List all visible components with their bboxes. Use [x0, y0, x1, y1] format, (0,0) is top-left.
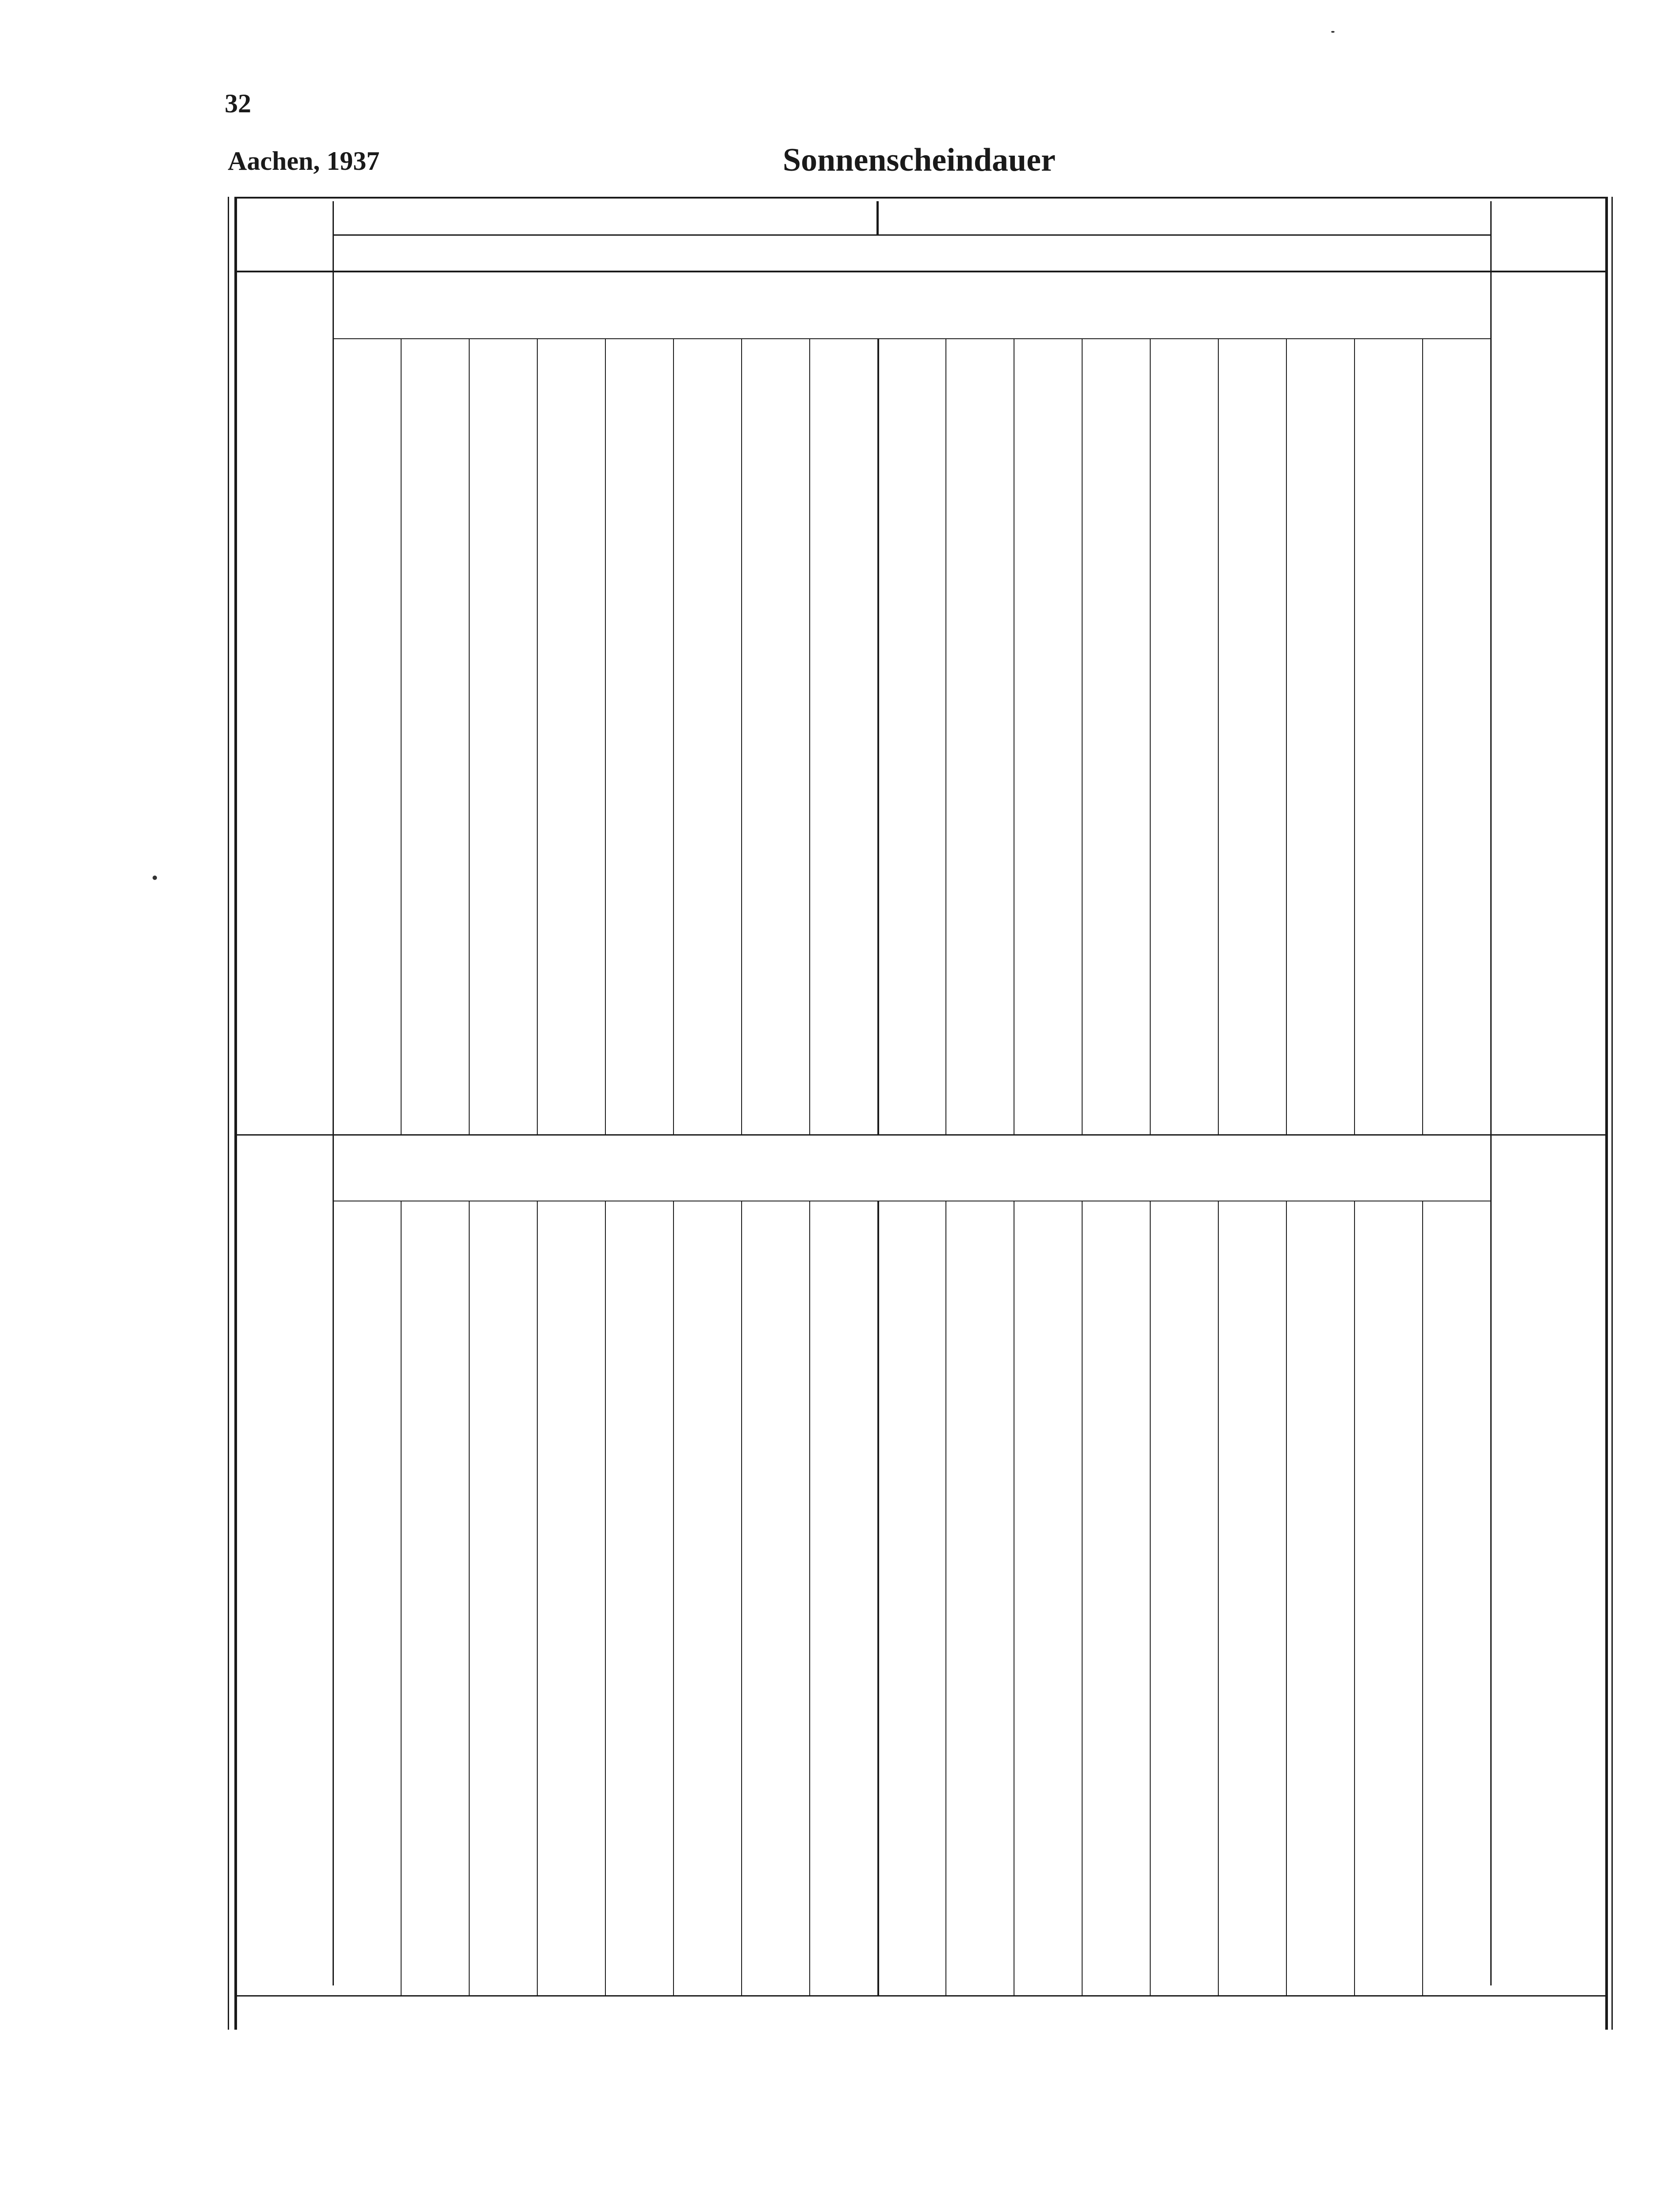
column-line: [1354, 1201, 1355, 1997]
column-line: [469, 1201, 470, 1997]
page-title: Sonnenscheindauer: [783, 142, 1056, 178]
column-line: [537, 338, 538, 1134]
tagessumme-divider: [1490, 201, 1492, 1985]
section-end-line: [234, 1134, 1605, 1136]
footer-rule: [234, 1995, 1605, 1997]
speck-mark: [1331, 31, 1335, 33]
frame-right-outer: [1611, 197, 1613, 2030]
column-line: [741, 1201, 742, 1997]
column-line: [1150, 1201, 1151, 1997]
header-bottom-line: [234, 271, 1605, 272]
column-line: [673, 338, 674, 1134]
column-line: [469, 338, 470, 1134]
frame-right: [1605, 197, 1608, 2030]
column-line: [1286, 338, 1287, 1134]
column-line: [945, 1201, 946, 1997]
column-line: [741, 338, 742, 1134]
month-title-rule: [333, 338, 1490, 339]
noon-line: [877, 1201, 879, 1997]
frame-left: [234, 197, 237, 2030]
column-line: [809, 338, 810, 1134]
page-number: 32: [225, 89, 251, 118]
column-line: [401, 338, 402, 1134]
column-line: [1286, 1201, 1287, 1997]
column-line: [1218, 338, 1219, 1134]
vormittag-nachmittag-divider: [876, 201, 879, 234]
column-line: [1150, 338, 1151, 1134]
speck-mark: [153, 876, 157, 880]
column-line: [945, 338, 946, 1134]
station-year: Aachen, 1937: [228, 146, 380, 176]
column-line: [537, 1201, 538, 1997]
column-line: [1218, 1201, 1219, 1997]
datum-divider: [333, 201, 334, 1985]
header-mid-line: [333, 234, 1490, 236]
column-line: [1082, 1201, 1083, 1997]
column-line: [809, 1201, 810, 1997]
column-line: [1354, 338, 1355, 1134]
column-line: [1082, 338, 1083, 1134]
column-line: [605, 338, 606, 1134]
column-line: [1422, 338, 1423, 1134]
column-line: [401, 1201, 402, 1997]
column-line: [673, 1201, 674, 1997]
column-line: [605, 1201, 606, 1997]
noon-line: [877, 338, 879, 1134]
column-line: [1422, 1201, 1423, 1997]
frame-left-outer: [228, 197, 229, 2030]
frame-top: [234, 197, 1608, 199]
